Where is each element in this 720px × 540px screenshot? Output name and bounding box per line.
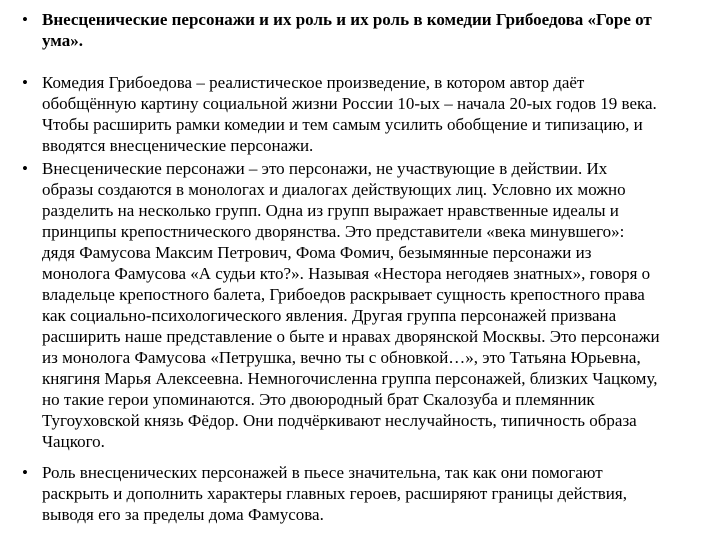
text-line: монолога Фамусова «А судьи кто?». Называя «Нестора негодяев знатных», говоря о xyxy=(42,264,651,283)
text-line: Комедия Грибоедова – реалистическое произведение, в котором автор даёт xyxy=(42,73,585,92)
text-line: образы создаются в монологах и диалогах действующих лиц. Условно их можно xyxy=(42,180,626,199)
bullet-text-title xyxy=(42,9,710,51)
text-line: Чацкого. xyxy=(42,432,105,451)
text-line: Чтобы расширить рамки комедии и тем самым усилить обобщение и типизацию, и xyxy=(42,115,643,134)
text-line: Внесценические персонажи и их роль и их роль в комедии Грибоедова «Горе от xyxy=(42,10,652,29)
text-line: княгиня Марья Алексеевна. Немногочисленна группа персонажей, близких Чацкому, xyxy=(42,369,658,388)
text-line: ума». xyxy=(42,31,83,50)
text-line: как социально-психологического явления. Другая группа персонажей призвана xyxy=(42,306,617,325)
text-line: но такие герои упоминаются. Это двоюродный брат Скалозуба и племянник xyxy=(42,390,595,409)
bullet-dot: • xyxy=(22,159,28,178)
text-line: Внесценические персонажи – это персонажи, не участвующие в действии. Их xyxy=(42,159,608,178)
text-line: раскрыть и дополнить характеры главных героев, расширяют границы действия, xyxy=(42,484,627,503)
text-line: из монолога Фамусова «Петрушка, вечно ты с обновкой…», это Татьяна Юрьевна, xyxy=(42,348,641,367)
bullet-text-conclusion xyxy=(42,462,710,525)
text-line: обобщённую картину социальной жизни России 10-ых – начала 20-ых годов 19 века. xyxy=(42,94,657,113)
bullet-dot: • xyxy=(22,73,28,92)
text-line: вводятся внесценические персонажи. xyxy=(42,136,314,155)
bullet-dot: • xyxy=(22,463,28,482)
text-line: расширить наше представление о быте и нравах дворянской Москвы. Это персонажи xyxy=(42,327,660,346)
text-line: Роль внесценических персонажей в пьесе значительна, так как они помогают xyxy=(42,463,603,482)
text-line: выводя его за пределы дома Фамусова. xyxy=(42,505,324,524)
bullet-dot: • xyxy=(22,10,28,29)
text-line: владельце крепостного балета, Грибоедов раскрывает сущность крепостного права xyxy=(42,285,645,304)
text-line: дядя Фамусова Максим Петрович, Фома Фомич, безымянные персонажи из xyxy=(42,243,592,262)
bullet-text-intro xyxy=(42,72,710,156)
bullet-text-groups xyxy=(42,158,710,452)
text-line: разделить на несколько групп. Одна из групп выражает нравственные идеалы и xyxy=(42,201,619,220)
text-line: Тугоуховской князь Фёдор. Они подчёркивают неслучайность, типичность образа xyxy=(42,411,637,430)
text-line: принципы крепостнического дворянства. Это представители «века минувшего»: xyxy=(42,222,625,241)
